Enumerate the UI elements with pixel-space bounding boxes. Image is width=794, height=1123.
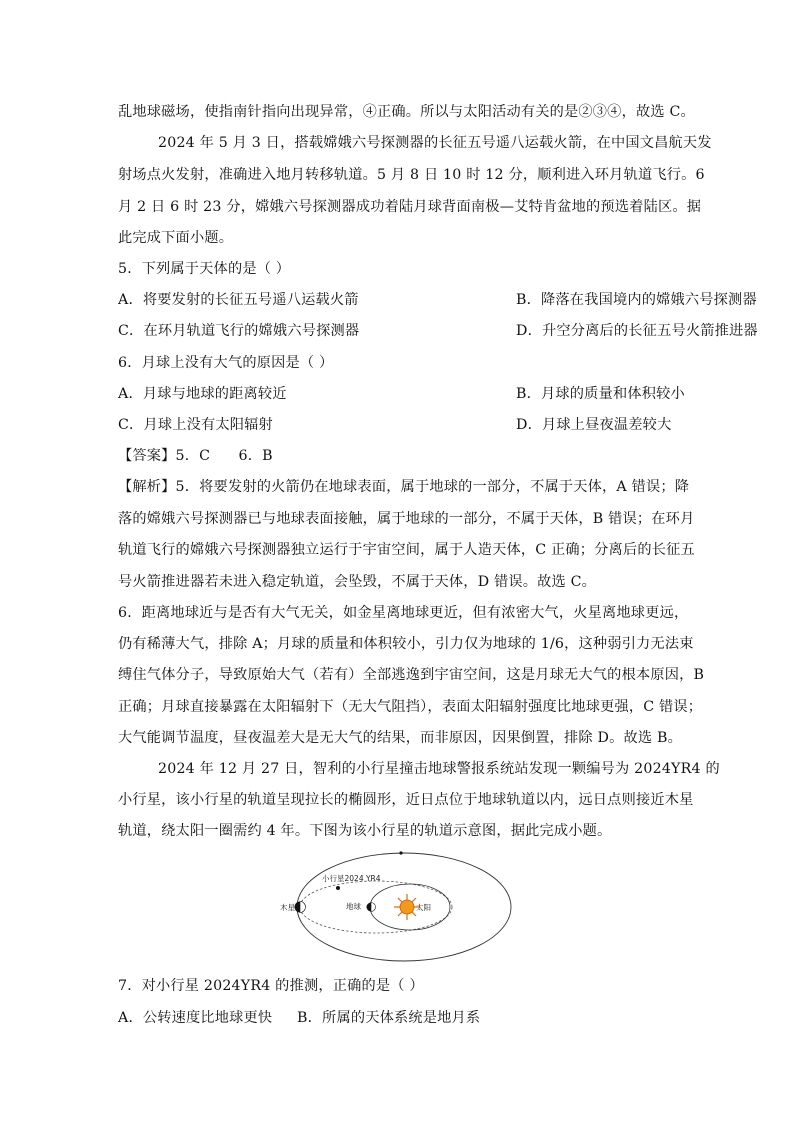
answer-line: 【答案】5．C 6．B — [118, 448, 273, 464]
jupiter-lit-half — [300, 902, 306, 913]
question-6-options-row2 — [118, 415, 672, 435]
jupiter-label: 木星 — [280, 903, 295, 912]
paragraph-line: 2024 年 5 月 3 日，搭载嫦娥六号探测器的长征五号遥八运载火箭，在中国文昌航天发 — [158, 135, 712, 151]
jupiter-orbit-marker — [399, 851, 402, 854]
earth-label: 地球 — [346, 902, 361, 911]
paragraph-line: 射场点火发射，准确进入地月转移轨道。5 月 8 日 10 时 12 分，顺利进入环月轨道飞行。6 — [118, 167, 705, 183]
paragraph-line: 2024 年 12 月 27 日，智利的小行星撞击地球警报系统站发现一颗编号为 2024YR4 的 — [158, 761, 720, 777]
paragraph-line: 此完成下面小题。 — [118, 230, 234, 246]
q6-option-a: A．月球与地球的距离较近 — [118, 386, 287, 402]
q7-option-a: A．公转速度比地球更快 — [118, 1010, 273, 1026]
question-5-stem: 5．下列属于天体的是（ ） — [118, 261, 291, 277]
q6-option-c: C．月球上没有太阳辐射 — [118, 417, 273, 433]
analysis-line: 落的嫦娥六号探测器已与地球表面接触，属于地球的一部分，不属于天体，B 错误；在环月 — [118, 511, 695, 527]
analysis-line: 缚住气体分子，导致原始大气（若有）全部逃逸到宇宙空间，这是月球无大气的根本原因，B — [118, 667, 705, 683]
question-7-stem: 7．对小行星 2024YR4 的推测，正确的是（ ） — [118, 978, 424, 994]
analysis-line: 【解析】5．将要发射的火箭仍在地球表面，属于地球的一部分，不属于天体，A 错误；降 — [118, 479, 690, 495]
analysis-line: 轨道飞行的嫦娥六号探测器独立运行于宇宙空间，属于人造天体，C 正确；分离后的长征五 — [118, 542, 695, 558]
q5-option-a: A．将要发射的长征五号遥八运载火箭 — [118, 292, 359, 308]
sun-label: 太阳 — [416, 903, 431, 912]
paragraph-line: 乱地球磁场，使指南针指向出现异常，④正确。所以与太阳活动有关的是②③④，故选 C。 — [118, 104, 695, 120]
analysis-line: 仍有稀薄大气，排除 A；月球的质量和体积较小，引力仅为地球的 1/6，这种弱引力无法束 — [118, 636, 694, 652]
question-5-options-row1 — [118, 290, 757, 310]
paragraph-line: 轨道，绕太阳一圈需约 4 年。下图为该小行星的轨道示意图，据此完成小题。 — [118, 823, 612, 839]
q7-option-b: B．所属的天体系统是地月系 — [297, 1010, 481, 1026]
paragraph-line: 月 2 日 6 时 23 分，嫦娥六号探测器成功着陆月球背面南极—艾特肯盆地的预选着陆区。据 — [118, 199, 702, 215]
paragraph-line: 小行星，该小行星的轨道呈现拉长的椭圆形，近日点位于地球轨道以内，远日点则接近木星 — [118, 792, 694, 808]
analysis-line: 6．距离地球近与是否有大气无关，如金星离地球更近，但有浓密大气，火星离地球更远， — [118, 605, 689, 621]
q6-option-d: D．月球上昼夜温差较大 — [516, 417, 672, 433]
q5-option-b: B．降落在我国境内的嫦娥六号探测器 — [516, 292, 757, 308]
question-6-options-row1 — [118, 384, 685, 404]
analysis-line: 大气能调节温度，昼夜温差大是无大气的结果，而非原因，因果倒置，排除 D。故选 B。 — [118, 730, 682, 746]
question-5-options-row2 — [118, 321, 758, 341]
analysis-line: 号火箭推进器若未进入稳定轨道，会坠毁，不属于天体，D 错误。故选 C。 — [118, 574, 597, 590]
q5-option-c: C．在环月轨道飞行的嫦娥六号探测器 — [118, 323, 360, 339]
earth-lit-half — [371, 903, 376, 912]
asteroid — [336, 886, 340, 890]
analysis-line: 正确；月球直接暴露在太阳辐射下（无大气阻挡），表面太阳辐射强度比地球更强，C 错误； — [118, 699, 703, 715]
asteroid-orbit-diagram — [280, 848, 520, 964]
question-7-options-row1 — [118, 1008, 480, 1028]
asteroid-label: 小行星2024 YR4 — [322, 874, 381, 883]
q5-option-d: D．升空分离后的长征五号火箭推进器 — [516, 323, 758, 339]
q6-option-b: B．月球的质量和体积较小 — [516, 386, 685, 402]
question-6-stem: 6．月球上没有大气的原因是（ ） — [118, 355, 334, 371]
